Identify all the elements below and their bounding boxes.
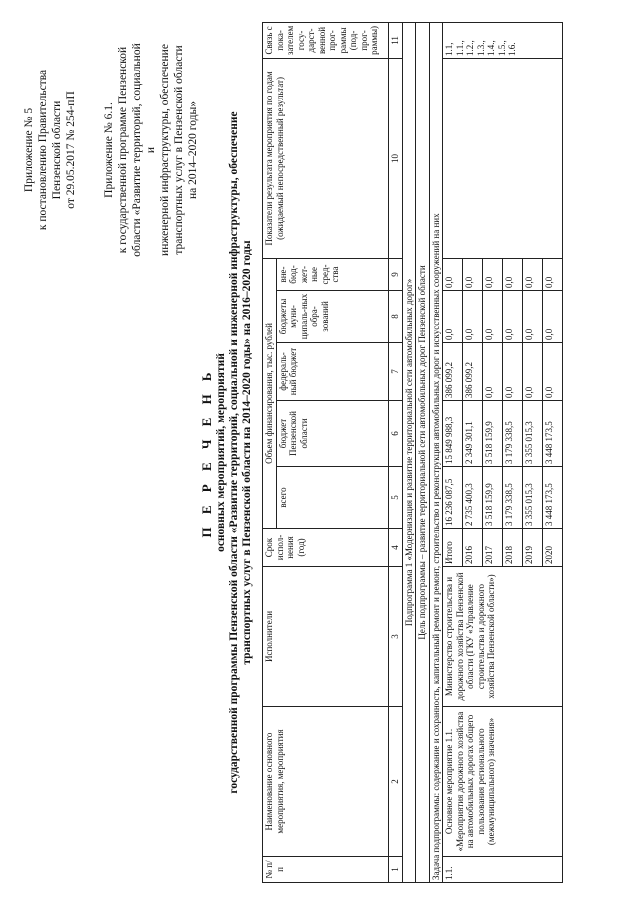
regional-cell: 3 518 159,9 <box>483 401 503 467</box>
total-cell: 3 448 173,5 <box>543 467 563 529</box>
subprogram-row <box>402 22 416 882</box>
task-row <box>429 22 443 882</box>
col-header-result: Показатели результата мероприятия по годам (ожидаемый непосредственный результат) <box>263 58 389 258</box>
col-number: 2 <box>388 707 402 857</box>
year-cell: 2017 <box>483 529 503 567</box>
municipal-cell: 0,0 <box>463 291 483 343</box>
total-cell: 16 236 087,5 <box>443 467 463 529</box>
year-cell: Итого <box>443 529 463 567</box>
subprogram-title: Подпрограмма 1 «Модернизация и развитие территориальной сети автомобильных дорог» <box>402 22 416 882</box>
subprogram-goal: Цель подпрограммы – развитие территориальной сети автомобильных дорог Пензенской области <box>416 22 430 882</box>
regional-cell: 2 349 301,1 <box>463 401 483 467</box>
offbudget-cell: 0,0 <box>503 258 523 290</box>
municipal-cell: 0,0 <box>483 291 503 343</box>
col-header-offbudget: вне-бюд-жет-ные сред-ства <box>276 258 388 290</box>
col-number: 6 <box>388 401 402 467</box>
municipal-cell: 0,0 <box>543 291 563 343</box>
col-header-federal: федераль-ный бюджет <box>276 343 388 401</box>
region-label: Пензенской области <box>51 100 63 200</box>
measure-executor: Министерство строительства и дорожного хозяйства Пензенской области (ГКУ «Управление строительства и дорожного хозяйства Пензенской области») <box>443 567 563 707</box>
program-line: инженерной инфраструктуры, обеспечение <box>159 44 171 256</box>
col-number: 7 <box>388 343 402 401</box>
measures-table <box>262 22 563 883</box>
col-number: 5 <box>388 467 402 529</box>
col-number: 8 <box>388 291 402 343</box>
federal-cell: 0,0 <box>503 343 523 401</box>
program-line: области «Развитие территорий, социальной и <box>131 43 157 257</box>
offbudget-cell: 0,0 <box>443 258 463 290</box>
regional-cell: 15 849 988,3 <box>443 401 463 467</box>
goal-row <box>416 22 430 882</box>
column-numbers-row <box>388 22 402 882</box>
program-line: транспортных услуг в Пензенской области <box>173 45 185 255</box>
col-number: 4 <box>388 529 402 567</box>
col-header-executors: Исполнители <box>263 567 389 707</box>
title-line: государственной программы Пензенской области «Развитие территорий, социальной и инженерной инфраструктуры, обеспечение <box>228 111 240 794</box>
title-line: транспортных услуг в Пензенской области на 2014–2020 годы» на 2016–2020 годы <box>241 240 253 665</box>
total-cell: 3 355 015,3 <box>523 467 543 529</box>
year-cell: 2020 <box>543 529 563 567</box>
federal-cell: 0,0 <box>523 343 543 401</box>
offbudget-cell: 0,0 <box>543 258 563 290</box>
col-header-name: Наименование основного мероприятия, мероприятия <box>263 707 389 857</box>
col-number: 1 <box>388 857 402 883</box>
document-header <box>22 40 200 260</box>
col-header-no: № п/п <box>263 857 389 883</box>
title-line: основных мероприятий, мероприятий <box>215 353 227 552</box>
federal-cell: 0,0 <box>483 343 503 401</box>
col-header-municipal: бюджеты муни-ципаль-ных обра-зований <box>276 291 388 343</box>
date-number: от 29.05.2017 № 254-пП <box>65 91 77 209</box>
col-number: 9 <box>388 258 402 290</box>
result-cell <box>443 58 563 258</box>
col-number: 10 <box>388 58 402 258</box>
appendix2-label: Приложение № 6.1. <box>103 102 115 198</box>
col-header-term: Срок испол-нения (год) <box>263 529 389 567</box>
municipal-cell: 0,0 <box>503 291 523 343</box>
regional-cell: 3 448 173,5 <box>543 401 563 467</box>
col-header-total: всего <box>276 467 388 529</box>
subprogram-task: Задача подпрограммы: содержание и сохранность, капитальный ремонт и ремонт, строительство и реконструкция автомобильных дорог и искусственных сооружений на них <box>429 22 443 882</box>
offbudget-cell: 0,0 <box>523 258 543 290</box>
municipal-cell: 0,0 <box>523 291 543 343</box>
data-rows <box>443 22 563 882</box>
row-number: 1.1. <box>443 857 563 883</box>
federal-cell: 0,0 <box>543 343 563 401</box>
federal-cell: 386 099,2 <box>443 343 463 401</box>
year-cell: 2016 <box>463 529 483 567</box>
program-line: на 2014–2020 годы» <box>187 101 199 199</box>
link-cell: 1.1, 1.1., 1.2., 1.3., 1.4., 1.5., 1.6. <box>443 22 563 58</box>
federal-cell: 386 099,2 <box>463 343 483 401</box>
regional-cell: 3 355 015,3 <box>523 401 543 467</box>
col-number: 3 <box>388 567 402 707</box>
title-word: П Е Р Е Ч Е Н Ь <box>199 367 214 538</box>
offbudget-cell: 0,0 <box>483 258 503 290</box>
regional-cell: 3 179 338,5 <box>503 401 523 467</box>
measure-name: Основное мероприятие 1.1. «Мероприятия дорожного хозяйства на автомобильных дорогах общего пользования регионального (межмуниципального) значения» <box>443 707 563 857</box>
program-ref: к государственной программе Пензенской <box>117 46 129 254</box>
col-header-funding: Объем финансирования, тыс. рублей <box>263 258 277 528</box>
col-header-link: Связь с пока-зателем госу-дарст-венной прог-раммы (под-прог-раммы) <box>263 22 389 58</box>
header-row <box>263 22 277 882</box>
col-header-regional: бюджет Пензенской области <box>276 401 388 467</box>
year-cell: 2019 <box>523 529 543 567</box>
col-number: 11 <box>388 22 402 58</box>
total-cell: 3 179 338,5 <box>503 467 523 529</box>
total-cell: 3 518 159,9 <box>483 467 503 529</box>
total-cell: 2 735 400,3 <box>463 467 483 529</box>
offbudget-cell: 0,0 <box>463 258 483 290</box>
table-row <box>443 22 463 882</box>
year-cell: 2018 <box>503 529 523 567</box>
resolution-label: к постановлению Правительства <box>37 69 49 231</box>
municipal-cell: 0,0 <box>443 291 463 343</box>
appendix-label: Приложение № 5 <box>23 107 35 193</box>
document-title <box>200 60 254 845</box>
